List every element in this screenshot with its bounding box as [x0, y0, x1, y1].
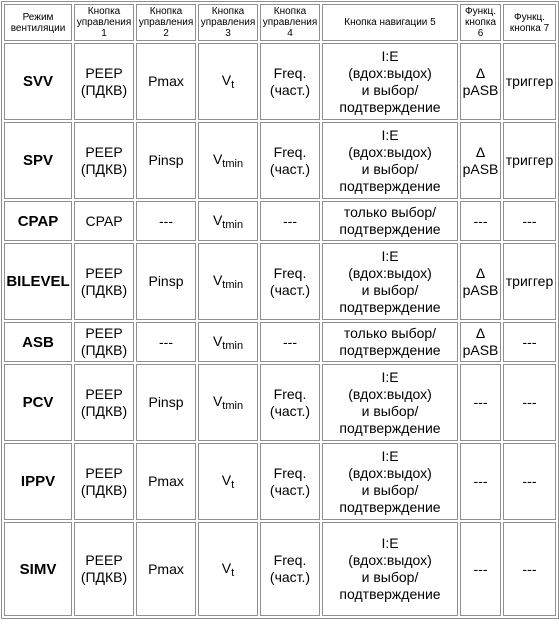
func-button-6-cell-text: ---: [473, 473, 488, 489]
mode-cell-text: SPV: [22, 152, 53, 169]
func-button-7-cell-text: триггер: [505, 73, 554, 89]
button-2-cell: [136, 43, 196, 120]
nav-button-5-cell: [322, 43, 458, 120]
mode-cell-text: BILEVEL: [6, 273, 70, 290]
mode-cell-text: SIMV: [19, 560, 57, 578]
table-row: [4, 322, 556, 362]
button-2-cell-text: ---: [159, 333, 173, 350]
table-row: [4, 443, 556, 520]
button-3-cell: [198, 243, 258, 320]
button-2-cell: [136, 322, 196, 362]
header-button-2: Кнопка управления 2: [136, 4, 196, 41]
func-button-6-cell: [460, 364, 501, 441]
button-2-cell: [136, 201, 196, 241]
button-1-cell-text: PEEP (ПДКВ): [80, 64, 128, 98]
volume-symbol: V: [212, 272, 223, 288]
mode-cell: [4, 522, 72, 616]
header-button-1: Кнопка управления 1: [74, 4, 134, 41]
header-nav-button-5: Кнопка навигации 5: [322, 4, 458, 41]
volume-symbol: V: [221, 559, 232, 576]
button-4-cell: [260, 122, 320, 199]
volume-symbol: V: [212, 393, 223, 409]
func-button-6-cell-text: Δ pASB: [462, 264, 499, 298]
button-2-cell: [136, 364, 196, 441]
func-button-6-cell: [460, 43, 501, 120]
nav-button-5-cell-text: только выбор/ подтверждение: [339, 204, 441, 237]
button-4-cell-text: Freq. (част.): [269, 143, 311, 177]
func-button-7-cell-text: триггер: [505, 152, 554, 168]
mode-cell-text: PCV: [22, 394, 54, 411]
table-row: [4, 122, 556, 199]
mode-cell: [4, 122, 72, 199]
button-4-cell: [260, 443, 320, 520]
volume-subscript: tmin: [222, 279, 244, 291]
mode-cell: [4, 364, 72, 441]
nav-button-5-cell: [322, 243, 458, 320]
button-4-cell-text: Freq. (част.): [269, 264, 311, 298]
volume-subscript: t: [231, 79, 235, 91]
func-button-7-cell: [503, 201, 556, 241]
func-button-6-cell: [460, 443, 501, 520]
button-2-cell: [136, 122, 196, 199]
table-row: [4, 364, 556, 441]
nav-button-5-cell: [322, 122, 458, 199]
mode-cell: [4, 43, 72, 120]
button-2-cell: [136, 443, 196, 520]
button-2-cell-text: ---: [159, 212, 173, 229]
button-3-cell: [198, 122, 258, 199]
func-button-7-cell-text: ---: [522, 473, 537, 489]
button-4-cell: [260, 522, 320, 616]
header-row: [4, 4, 556, 41]
button-1-cell: [74, 122, 134, 199]
func-button-6-cell: [460, 122, 501, 199]
volume-subscript: tmin: [222, 158, 244, 170]
button-2-cell-text: Pmax: [148, 560, 184, 577]
mode-cell: [4, 201, 72, 241]
nav-button-5-cell: [322, 522, 458, 616]
button-3-cell: [198, 522, 258, 616]
button-1-cell-text: PEEP (ПДКВ): [80, 552, 128, 585]
button-1-cell: [74, 364, 134, 441]
button-2-cell-text: Pinsp: [148, 394, 184, 410]
button-4-cell-text: ---: [283, 212, 297, 229]
func-button-6-cell: [460, 522, 501, 616]
func-button-6-cell: [460, 322, 501, 362]
volume-symbol: V: [221, 72, 232, 88]
button-1-cell-text: PEEP (ПДКВ): [80, 143, 128, 177]
button-2-cell-text: Pinsp: [148, 273, 184, 289]
mode-cell-text: SVV: [22, 73, 53, 90]
button-1-cell-text: PEEP (ПДКВ): [80, 464, 128, 498]
func-button-7-cell: [503, 243, 556, 320]
button-1-cell: [74, 443, 134, 520]
volume-symbol: V: [212, 332, 223, 349]
func-button-7-cell: [503, 122, 556, 199]
func-button-6-cell-text: ---: [473, 394, 488, 410]
nav-button-5-cell-text: I:E (вдох:выдох) и выбор/ подтверждение: [339, 447, 441, 515]
button-1-cell: [74, 522, 134, 616]
button-1-cell: [74, 322, 134, 362]
nav-button-5-cell-text: I:E (вдох:выдох) и выбор/ подтверждение: [339, 535, 441, 602]
volume-symbol: V: [212, 151, 223, 167]
func-button-7-cell: [503, 322, 556, 362]
button-4-cell-text: Freq. (част.): [269, 64, 311, 98]
header-func-button-7: Функц. кнопка 7: [503, 4, 556, 41]
button-3-cell: [198, 322, 258, 362]
button-3-cell: [198, 364, 258, 441]
mode-cell: [4, 243, 72, 320]
func-button-6-cell-text: ---: [473, 560, 488, 577]
func-button-6-cell-text: Δ pASB: [462, 64, 499, 98]
table-row: [4, 243, 556, 320]
func-button-6-cell-text: ---: [473, 212, 488, 229]
table-row: [4, 43, 556, 120]
button-3-cell: [198, 443, 258, 520]
func-button-6-cell-text: Δ pASB: [462, 143, 499, 177]
volume-subscript: t: [231, 479, 235, 491]
button-1-cell-text: PEEP (ПДКВ): [80, 264, 128, 298]
button-3-cell: [198, 43, 258, 120]
button-4-cell: [260, 243, 320, 320]
header-mode: Режим вентиляции: [4, 4, 72, 41]
button-2-cell: [136, 522, 196, 616]
button-1-cell: [74, 201, 134, 241]
button-4-cell: [260, 43, 320, 120]
button-2-cell-text: Pmax: [148, 473, 184, 489]
nav-button-5-cell: [322, 364, 458, 441]
nav-button-5-cell: [322, 443, 458, 520]
button-2-cell: [136, 243, 196, 320]
func-button-7-cell: [503, 364, 556, 441]
volume-symbol: V: [212, 211, 223, 228]
nav-button-5-cell: [322, 201, 458, 241]
func-button-7-cell: [503, 522, 556, 616]
button-1-cell: [74, 243, 134, 320]
nav-button-5-cell-text: I:E (вдох:выдох) и выбор/ подтверждение: [339, 47, 441, 115]
button-1-cell-text: PEEP (ПДКВ): [80, 325, 128, 358]
button-4-cell: [260, 364, 320, 441]
nav-button-5-cell-text: I:E (вдох:выдох) и выбор/ подтверждение: [339, 247, 441, 315]
func-button-7-cell-text: ---: [522, 212, 537, 229]
header-button-4: Кнопка управления 4: [260, 4, 320, 41]
volume-subscript: tmin: [222, 339, 244, 352]
header-func-button-6: Функц. кнопка 6: [460, 4, 501, 41]
button-4-cell-text: Freq. (част.): [269, 552, 311, 585]
button-4-cell-text: Freq. (част.): [269, 464, 311, 498]
func-button-7-cell-text: ---: [522, 394, 537, 410]
mode-cell-text: IPPV: [20, 473, 56, 490]
mode-cell-text: CPAP: [17, 212, 59, 230]
button-1-cell-text: CPAP: [85, 212, 123, 229]
mode-cell: [4, 322, 72, 362]
func-button-6-cell-text: Δ pASB: [462, 325, 499, 358]
func-button-7-cell-text: ---: [522, 560, 537, 577]
volume-subscript: tmin: [222, 400, 244, 412]
func-button-7-cell-text: триггер: [505, 273, 554, 289]
button-4-cell: [260, 322, 320, 362]
table-row: [4, 522, 556, 616]
ventilation-modes-table: [1, 1, 559, 619]
mode-cell-text: ASB: [22, 333, 54, 351]
volume-subscript: t: [231, 566, 235, 579]
nav-button-5-cell-text: I:E (вдох:выдох) и выбор/ подтверждение: [339, 126, 441, 194]
nav-button-5-cell-text: I:E (вдох:выдох) и выбор/ подтверждение: [339, 368, 441, 436]
mode-cell: [4, 443, 72, 520]
button-4-cell: [260, 201, 320, 241]
button-2-cell-text: Pinsp: [148, 152, 184, 168]
button-3-cell: [198, 201, 258, 241]
table-row: [4, 201, 556, 241]
func-button-6-cell: [460, 201, 501, 241]
button-2-cell-text: Pmax: [148, 73, 184, 89]
func-button-7-cell: [503, 43, 556, 120]
button-4-cell-text: ---: [283, 333, 297, 350]
func-button-7-cell-text: ---: [522, 333, 537, 350]
button-4-cell-text: Freq. (част.): [269, 385, 311, 419]
volume-subscript: tmin: [222, 218, 244, 231]
button-1-cell: [74, 43, 134, 120]
nav-button-5-cell: [322, 322, 458, 362]
func-button-6-cell: [460, 243, 501, 320]
header-button-3: Кнопка управления 3: [198, 4, 258, 41]
nav-button-5-cell-text: только выбор/ подтверждение: [339, 325, 441, 358]
button-1-cell-text: PEEP (ПДКВ): [80, 385, 128, 419]
func-button-7-cell: [503, 443, 556, 520]
volume-symbol: V: [221, 472, 232, 488]
